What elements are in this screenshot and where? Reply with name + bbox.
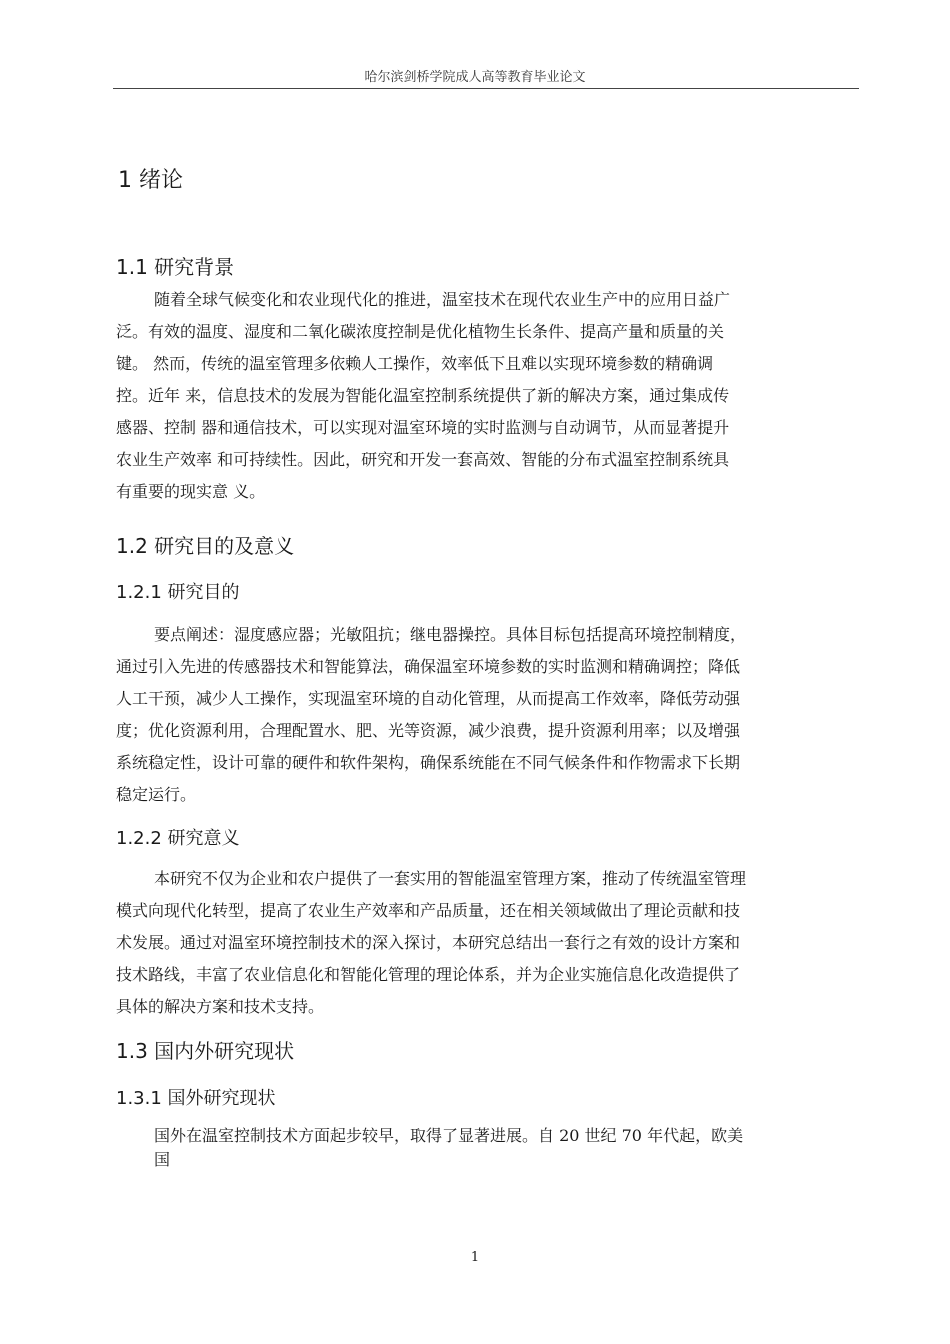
header-divider [113, 88, 859, 89]
paragraph-line: 国 [154, 1150, 171, 1169]
paragraph-line: 具体的解决方案和技术支持。 [116, 997, 325, 1016]
section-heading-1-2: 1.2 研究目的及意义 [116, 534, 295, 558]
paragraph-line: 技术路线，丰富了农业信息化和智能化管理的理论体系，并为企业实施信息化改造提供了 [116, 965, 741, 984]
section-heading-1-3: 1.3 国内外研究现状 [116, 1039, 295, 1063]
subsection-heading-1-3-1: 1.3.1 国外研究现状 [116, 1088, 276, 1109]
paragraph-line: 键。 然而，传统的温室管理多依赖人工操作，效率低下且难以实现环境参数的精确调 [116, 354, 714, 373]
paragraph-line: 农业生产效率 和可持续性。因此，研究和开发一套高效、智能的分布式温室控制系统具 [116, 450, 730, 469]
subsection-heading-1-2-1: 1.2.1 研究目的 [116, 582, 240, 603]
paragraph-line: 稳定运行。 [116, 785, 197, 804]
paragraph-research-significance [116, 863, 860, 1023]
paragraph-line: 有重要的现实意 义。 [116, 482, 266, 501]
paragraph-line: 随着全球气候变化和农业现代化的推进，温室技术在现代农业生产中的应用日益广 [154, 290, 731, 309]
chapter-title: 1 绪论 [118, 168, 183, 193]
page-number: 1 [470, 1250, 480, 1265]
paragraph-line: 控。近年 来，信息技术的发展为智能化温室控制系统提供了新的解决方案，通过集成传 [116, 386, 730, 405]
running-header: 哈尔滨剑桥学院成人高等教育毕业论文 [364, 70, 586, 85]
paragraph-research-purpose [116, 619, 860, 811]
paragraph-line: 感器、控制 器和通信技术，可以实现对温室环境的实时监测与自动调节，从而显著提升 [116, 418, 730, 437]
paragraph-foreign-research [154, 1124, 743, 1172]
section-heading-1-1: 1.1 研究背景 [116, 255, 235, 279]
paragraph-line: 术发展。通过对温室环境控制技术的深入探讨，本研究总结出一套行之有效的设计方案和 [116, 933, 741, 952]
subsection-heading-1-2-2: 1.2.2 研究意义 [116, 828, 240, 849]
paragraph-line: 通过引入先进的传感器技术和智能算法，确保温室环境参数的实时监测和精确调控；降低 [116, 657, 741, 676]
paragraph-line: 本研究不仅为企业和农户提供了一套实用的智能温室管理方案，推动了传统温室管理 [154, 869, 747, 888]
paragraph-line: 度；优化资源利用，合理配置水、肥、光等资源，减少浪费，提升资源利用率；以及增强 [116, 721, 741, 740]
paragraph-line: 系统稳定性，设计可靠的硬件和软件架构，确保系统能在不同气候条件和作物需求下长期 [116, 753, 741, 772]
paragraph-research-background [116, 284, 860, 508]
paragraph-line: 模式向现代化转型，提高了农业生产效率和产品质量，还在相关领域做出了理论贡献和技 [116, 901, 741, 920]
paragraph-line: 国外在温室控制技术方面起步较早，取得了显著进展。自 20 世纪 70 年代起，欧美 [154, 1126, 744, 1145]
paragraph-line: 要点阐述：湿度感应器；光敏阻抗；继电器操控。具体目标包括提高环境控制精度， [154, 625, 747, 644]
paragraph-line: 人工干预，减少人工操作，实现温室环境的自动化管理，从而提高工作效率，降低劳动强 [116, 689, 741, 708]
paragraph-line: 泛。有效的温度、湿度和二氧化碳浓度控制是优化植物生长条件、提高产量和质量的关 [116, 322, 725, 341]
